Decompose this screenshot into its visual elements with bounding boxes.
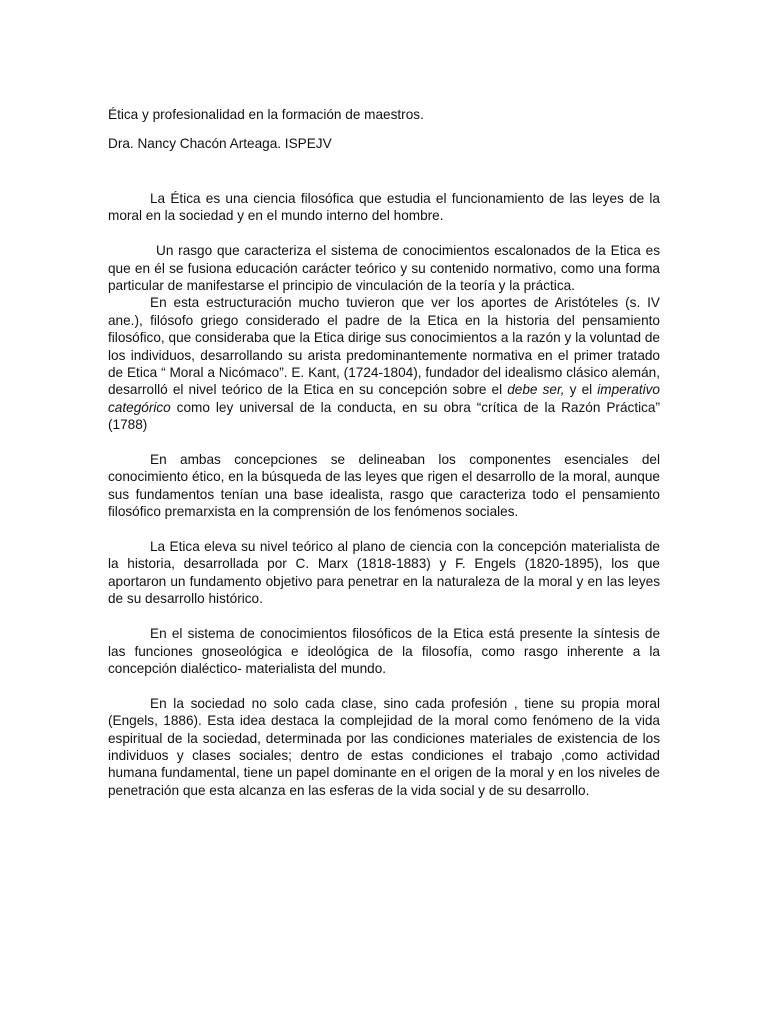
paragraph-3-italic-debe-ser: debe ser,	[507, 382, 565, 398]
document-title: Ética y profesionalidad en la formación de maestros.	[108, 107, 424, 122]
paragraph-6: En el sistema de conocimientos filosóficos de la Etica está presente la síntesis de las funciones gnoseológica e ideológica de la filosofía, como rasgo inherente a la concepción dialéctico- materialista del mundo.	[108, 626, 660, 676]
author-line: Dra. Nancy Chacón Arteaga. ISPEJV	[108, 136, 332, 151]
paragraph-4: En ambas concepciones se delineaban los componentes esenciales del conocimiento ético, en la búsqueda de las leyes que rigen el desarrollo de la moral, aunque sus fundamentos tenían una base idealista, rasgo que caracteriza todo el pensamiento filosófico premarxista en la comprensión de los fenómenos sociales.	[108, 452, 660, 520]
paragraph-3-text-c: y el	[564, 382, 598, 398]
paragraph-5: La Etica eleva su nivel teórico al plano de ciencia con la concepción materialista de la historia, desarrollada por C. Marx (1818-1883) y F. Engels (1820-1895), los que aportaron un fundamento objetivo para penetrar en la naturaleza de la moral y en las leyes de su desarrollo histórico.	[108, 539, 660, 607]
paragraph-3-text-a: En esta estructuración mucho tuvieron que ver los aportes de Aristóteles (s. IV ane.), filósofo griego considerado el padre de la Etica en la historia del pensamiento filosófico, que consideraba que la Etica dirige sus conocimientos a la razón y la voluntad de los individuos, desarrollando su arista predominantemente normativa en el primer tratado de Etica “ Moral a Nicómaco”. E. Kant, (1724-1804), fundador del idealismo clásico alemán, desarrolló el nivel teórico de la Etica en su concepción sobre el	[108, 295, 660, 398]
paragraph-3-text-e: como ley universal de la conducta, en su obra “crítica de la Razón Práctica” (1788)	[108, 399, 660, 433]
document-page	[108, 106, 660, 799]
paragraph-2: Un rasgo que caracteriza el sistema de conocimientos escalonados de la Etica es que en él se fusiona educación carácter teórico y su contenido normativo, como una forma particular de manifestarse el principio de vinculación de la teoría y la práctica.	[108, 243, 660, 294]
paragraph-7: En la sociedad no solo cada clase, sino cada profesión , tiene su propia moral (Engels, 1886). Esta idea destaca la complejidad de la moral como fenómeno de la vida espiritual de la sociedad, determinada por las condiciones materiales de existencia de los individuos y clases sociales; dentro de estas condiciones el trabajo ,como actividad humana fundamental, tiene un papel dominante en el origen de la moral y en los niveles de penetración que esta alcanza en las esferas de la vida social y de su desarrollo.	[108, 695, 660, 798]
paragraph-3-italic-imperativo: imperativo categórico	[108, 382, 660, 415]
document-body	[108, 190, 660, 799]
paragraph-1: La Ética es una ciencia filosófica que estudia el funcionamiento de las leyes de la moral en la sociedad y en el mundo interno del hombre.	[108, 191, 660, 224]
paragraph-3	[108, 294, 660, 433]
